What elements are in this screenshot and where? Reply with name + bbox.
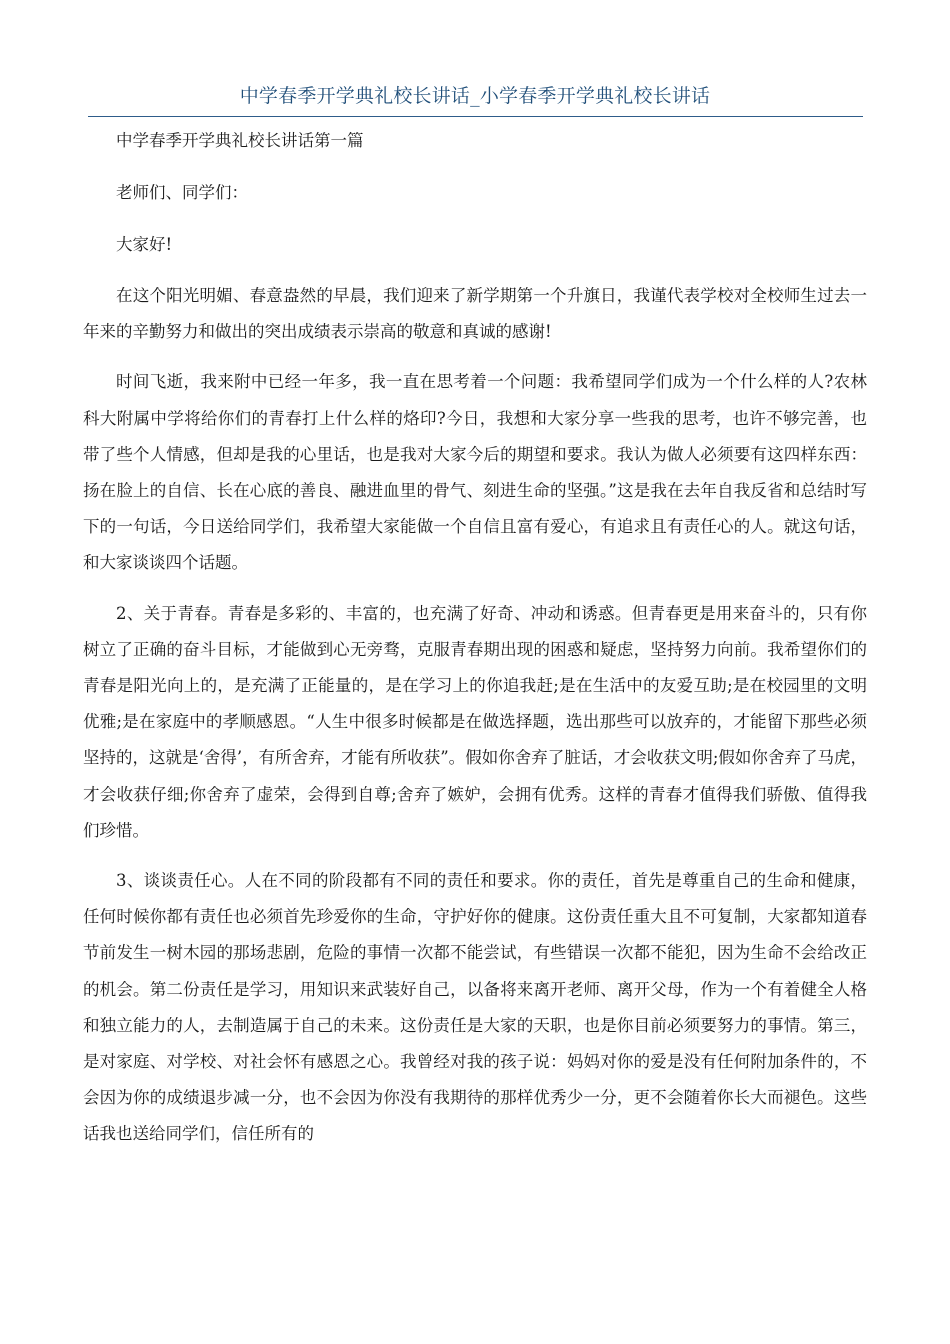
paragraph: 时间飞逝，我来附中已经一年多，我一直在思考着一个问题：我希望同学们成为一个什么样的人?农林科大附属中学将给你们的青春打上什么样的烙印?今日，我想和大家分享一些我的思考，也许不够完善，也带了些个人情感，但却是我的心里话，也是我对大家今后的期望和要求。我认为做人必须要有这四样东西：扬在脸上的自信、长在心底的善良、融进血里的骨气、刻进生命的坚强。”这是我在去年自我反省和总结时写下的一句话，今日送给同学们，我希望大家能做一个自信且富有爱心，有追求且有责任心的人。就这句话，和大家谈谈四个话题。 — [83, 372, 867, 573]
greeting: 大家好! — [116, 235, 173, 254]
paragraph: 3、谈谈责任心。人在不同的阶段都有不同的责任和要求。你的责任，首先是尊重自己的生命和健康，任何时候你都有责任也必须首先珍爱你的生命，守护好你的健康。这份责任重大且不可复制，大家都知道春节前发生一树木园的那场悲剧，危险的事情一次都不能尝试，有些错误一次都不能犯，因为生命不会给改正的机会。第二份责任是学习，用知识来武装好自己，以备将来离开老师、离开父母，作为一个有着健全人格和独立能力的人，去制造属于自己的未来。这份责任是大家的天职，也是你目前必须要努力的事情。第三，是对家庭、对学校、对社会怀有感恩之心。我曾经对我的孩子说：妈妈对你的爱是没有任何附加条件的，不会因为你的成绩退步减一分，也不会因为你没有我期待的那样优秀少一分，更不会随着你长大而褪色。这些话我也送给同学们，信任所有的 — [83, 871, 867, 1144]
section-heading: 中学春季开学典礼校长讲话第一篇 — [116, 131, 364, 150]
paragraph: 在这个阳光明媚、春意盎然的早晨，我们迎来了新学期第一个升旗日，我谨代表学校对全校师生过去一年来的辛勤努力和做出的突出成绩表示崇高的敬意和真诚的感谢! — [83, 286, 867, 342]
document-body — [83, 122, 867, 1153]
paragraph: 2、关于青春。青春是多彩的、丰富的，也充满了好奇、冲动和诱惑。但青春更是用来奋斗的，只有你树立了正确的奋斗目标，才能做到心无旁骛，克服青春期出现的困惑和疑虑，坚持努力向前。我希望你们的青春是阳光向上的，是充满了正能量的，是在学习上的你追我赶;是在生活中的友爱互助;是在校园里的文明优雅;是在家庭中的孝顺感恩。“人生中很多时候都是在做选择题，选出那些可以放弃的，才能留下那些必须坚持的，这就是‘舍得’，有所舍弃，才能有所收获”。假如你舍弃了脏话，才会收获文明;假如你舍弃了马虎，才会收获仔细;你舍弃了虚荣，会得到自尊;舍弃了嫉妒，会拥有优秀。这样的青春才值得我们骄傲、值得我们珍惜。 — [83, 603, 867, 840]
document-title: 中学春季开学典礼校长讲话_小学春季开学典礼校长讲话 — [239, 85, 711, 107]
salutation: 老师们、同学们： — [116, 183, 248, 202]
title-underline — [88, 116, 863, 117]
